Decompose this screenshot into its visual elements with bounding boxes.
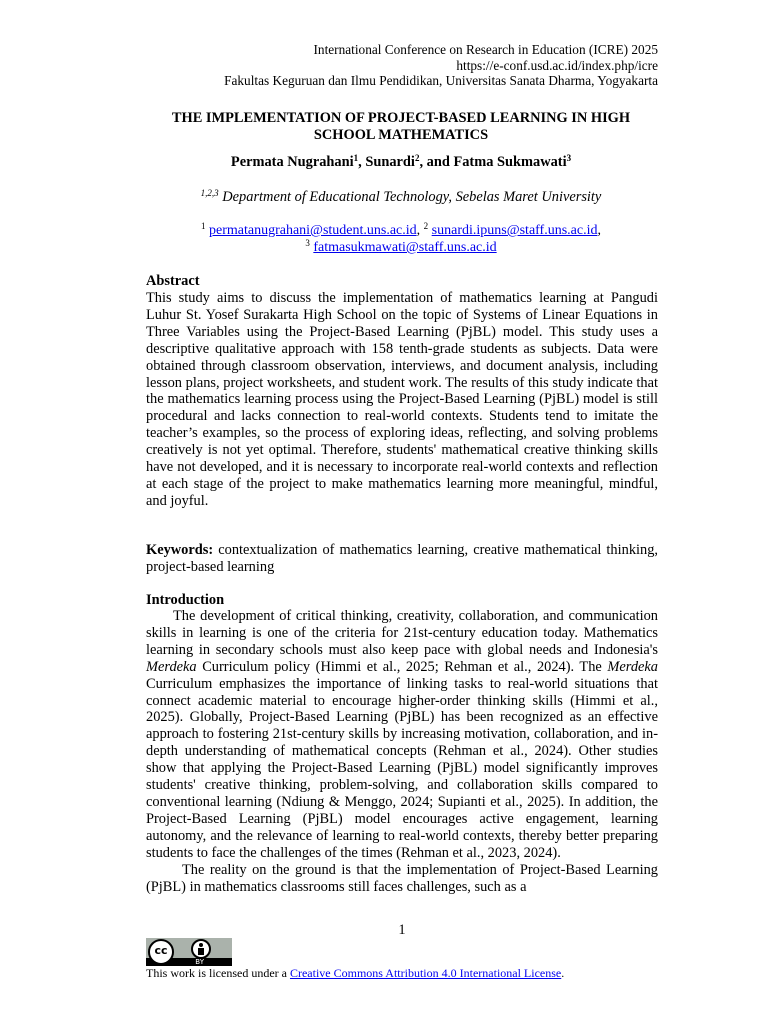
author-name: Fatma Sukmawati [453,154,567,170]
paragraph-text: Curriculum policy (Himmi et al., 2025; Rehman et al., 2024). The [196,658,608,675]
abstract-text: This study aims to discuss the implementation of mathematics learning at Pangudi Luhur St. Yosef Surakarta High School on the topic of Systems of Linear Equations in Three Variables using the Project-Based Learning (PjBL) model. This study uses a descriptive qualitative approach with 158 tenth-grade students as subjects. Data were obtained through classroom observation, interviews, and document analysis, including lesson plans, project worksheets, and student work. The results of this study indicate that the mathematics learning process using the Project-Based Learning (PjBL) model is still procedural and lacks connection to real-world contexts. Students tend to imitate the teacher’s examples, so the process of exploring ideas, reflecting, and solving problems creatively is not yet optimal. Therefore, students' mathematical creative thinking skills have not developed, and it is necessary to incorporate real-world contexts and reflection at each stage of the project to make mathematics learning more meaningful, mindful, and joyful. [146,290,658,509]
keywords-text: contextualization of mathematics learning, creative mathematical thinking, project-based learning [146,542,658,575]
author-sup: 1 [353,153,359,163]
author-sup: 3 [566,153,572,163]
author-name: Sunardi [365,154,415,170]
introduction-body [146,608,658,895]
conference-name: International Conference on Research in Education (ICRE) 2025 [313,42,658,57]
cc-icon: cc [148,939,174,965]
license-notice [146,966,564,981]
page-number: 1 [398,922,406,938]
email-link[interactable]: fatmasukmawati@staff.uns.ac.id [313,240,497,255]
author-sup: 2 [414,153,420,163]
introduction-heading: Introduction [146,592,225,608]
paragraph-text: Curriculum emphasizes the importance of linking tasks to real-world situations that connect academic material to encourage higher-order thinking skills (Himmi et al., 2025). Globally, Project-Based Learning (PjBL) has been recognized as an effective approach to fostering 21st-century skills by increasing motivation, collaboration, and in-depth understanding of mathematical concepts (Rehman et al., 2024). Other studies show that applying the Project-Based Learning (PjBL) model significantly improves students' creative thinking, problem-solving, and collaboration skills compared to conventional learning (Ndiung & Menggo, 2024; Supianti et al., 2025). In addition, the Project-Based Learning (PjBL) model encourages active engagement, learning autonomy, and the relevance of learning to real-world contexts, thereby better preparing students to face the challenges of the times (Rehman et al., 2023, 2024). [146,675,658,861]
license-suffix: . [561,966,565,980]
author-list [140,154,662,171]
abstract-heading: Abstract [146,273,200,289]
email-sup: 3 [305,238,310,248]
cc-by-label [146,958,232,966]
italic-term: Merdeka [146,658,197,675]
email-sup: 1 [200,221,206,231]
keywords [146,542,658,576]
email-link[interactable]: permatanugrahani@student.uns.ac.id [208,223,417,238]
email-link[interactable]: sunardi.ipuns@staff.uns.ac.id [431,223,598,238]
author-separator: , and [419,154,454,170]
faculty-name: Fakultas Keguruan dan Ilmu Pendidikan, Universitas Sanata Dharma, Yogyakarta [224,73,658,88]
license-link[interactable]: Creative Commons Attribution 4.0 International License [289,966,562,980]
conference-url: https://e-conf.usd.ac.id/index.php/icre [456,57,658,73]
affiliation-sup: 1,2,3 [200,188,219,198]
affiliation [140,189,662,206]
cc-by-license-badge[interactable] [146,938,232,966]
paragraph-text: The development of critical thinking, creativity, collaboration, and communication skills in learning is one of the criteria for 21st-century education today. Mathematics learning in secondary schools must also keep pace with global needs and Indonesia's [146,608,658,658]
email-list: $^1$ permatanugrahani@student.uns.ac.id, $^2$ sunardi.ipuns@staff.uns.ac.id, $^3$ fatmasukmawati@staff.uns.ac.id [200,221,601,255]
email-sup: 2 [423,221,429,231]
italic-term: Merdeka [607,658,658,675]
author-separator: , [358,154,366,170]
by-person-icon [191,939,211,959]
author-name: Permata Nugrahani [230,154,354,170]
running-header [224,42,658,89]
paper-title: THE IMPLEMENTATION OF PROJECT-BASED LEARNING IN HIGH SCHOOL MATHEMATICS [171,110,631,143]
paragraph [146,608,658,862]
cc-by-text: BY [195,958,204,966]
affiliation-text: Department of Educational Technology, Sebelas Maret University [222,189,602,205]
paragraph: The reality on the ground is that the implementation of Project-Based Learning (PjBL) in mathematics classrooms still faces challenges, such as a [146,861,658,895]
license-prefix: This work is licensed under a [146,966,290,980]
keywords-label: Keywords: [146,542,214,558]
